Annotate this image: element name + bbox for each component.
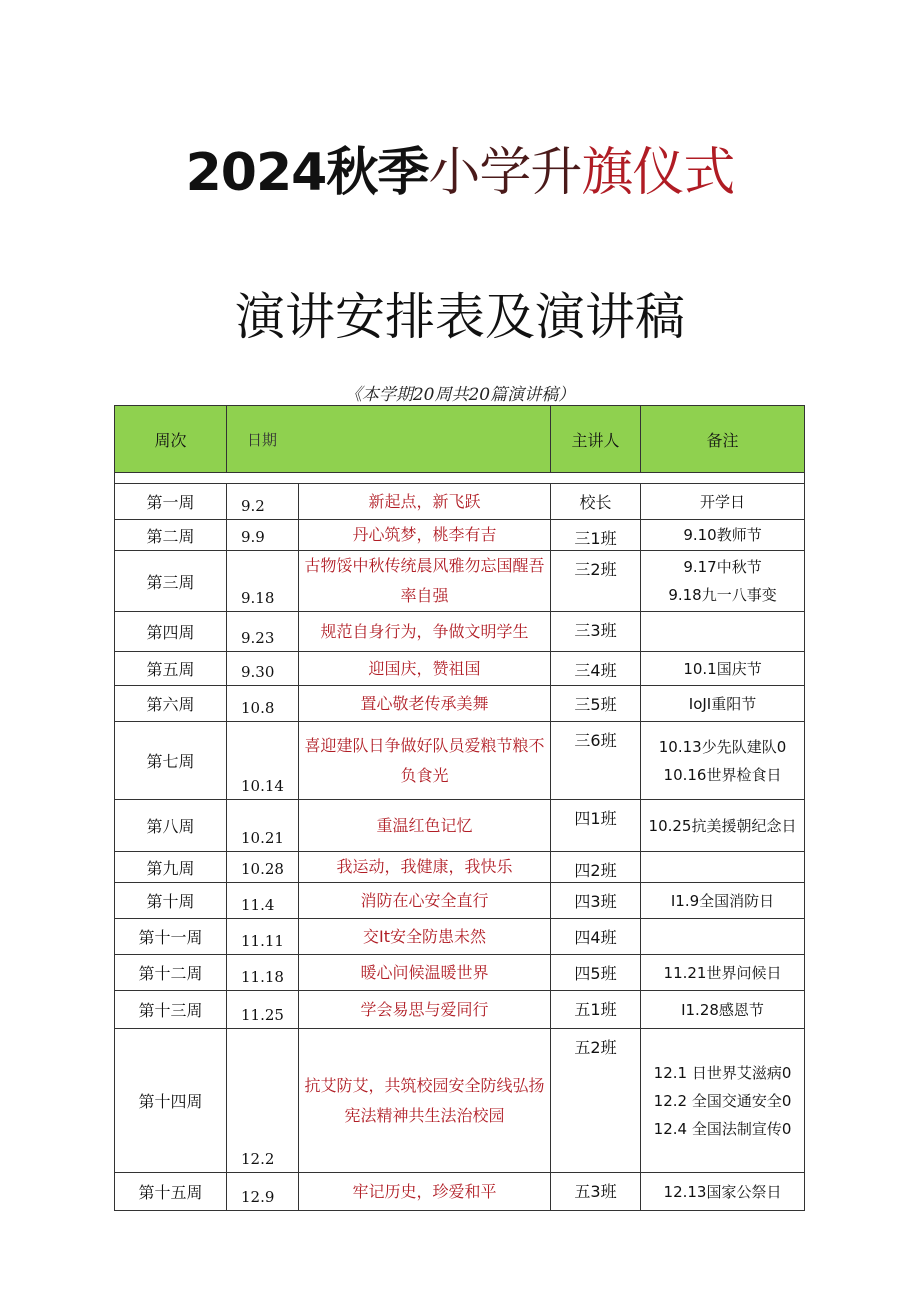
note-line: 12.13国家公祭日 bbox=[663, 1182, 782, 1201]
note-cell bbox=[641, 686, 805, 722]
date-cell: 11.25 bbox=[227, 991, 299, 1029]
week-cell: 第七周 bbox=[115, 722, 227, 800]
header-week: 周次 bbox=[115, 406, 227, 473]
week-cell: 第六周 bbox=[115, 686, 227, 722]
speaker-cell: 三3班 bbox=[551, 612, 641, 652]
week-cell: 第二周 bbox=[115, 520, 227, 551]
header-date: 日期 bbox=[227, 406, 551, 473]
week-cell: 第十三周 bbox=[115, 991, 227, 1029]
note-cell bbox=[641, 551, 805, 612]
speaker-cell: 三2班 bbox=[551, 551, 641, 612]
note-line: 12.4 全国法制宣传0 bbox=[653, 1119, 792, 1138]
date-cell: 9.18 bbox=[227, 551, 299, 612]
note-cell bbox=[641, 800, 805, 852]
table-row bbox=[115, 612, 805, 652]
topic-cell: 丹心筑梦，桃李有吉 bbox=[299, 520, 551, 551]
speaker-cell: 三4班 bbox=[551, 652, 641, 686]
table-row bbox=[115, 722, 805, 800]
note-line: 10.1国庆节 bbox=[683, 659, 762, 678]
note-line: 10.16世界检食日 bbox=[663, 765, 782, 784]
table-header-row bbox=[115, 406, 805, 473]
header-note: 备注 bbox=[641, 406, 805, 473]
note-line: 开学日 bbox=[700, 492, 746, 511]
note-line: 12.1 日世界艾滋病0 bbox=[653, 1063, 792, 1082]
note-cell bbox=[641, 612, 805, 652]
topic-cell: 消防在心安全直行 bbox=[299, 883, 551, 919]
date-cell: 9.30 bbox=[227, 652, 299, 686]
speaker-cell: 四2班 bbox=[551, 852, 641, 883]
note-line: 9.10教师节 bbox=[683, 526, 762, 544]
topic-cell: 规范自身行为，争做文明学生 bbox=[299, 612, 551, 652]
speaker-cell: 四1班 bbox=[551, 800, 641, 852]
speaker-cell: 四4班 bbox=[551, 919, 641, 955]
week-cell: 第四周 bbox=[115, 612, 227, 652]
note-cell bbox=[641, 883, 805, 919]
topic-cell: 抗艾防艾，共筑校园安全防线弘扬宪法精神共生法治校园 bbox=[299, 1029, 551, 1173]
speaker-cell: 三1班 bbox=[551, 520, 641, 551]
note-line: 10.25抗美援朝纪念日 bbox=[648, 816, 797, 835]
speaker-cell: 五3班 bbox=[551, 1173, 641, 1211]
speaker-cell: 五2班 bbox=[551, 1029, 641, 1173]
semester-note: 《本学期20周共20篇演讲稿） bbox=[344, 385, 576, 405]
week-cell: 第十四周 bbox=[115, 1029, 227, 1173]
topic-cell: 置心敬老传承美舞 bbox=[299, 686, 551, 722]
note-cell bbox=[641, 722, 805, 800]
note-cell bbox=[641, 1173, 805, 1211]
topic-cell: 我运动，我健康，我快乐 bbox=[299, 852, 551, 883]
date-cell: 9.2 bbox=[227, 484, 299, 520]
table-row bbox=[115, 1029, 805, 1173]
week-cell: 第八周 bbox=[115, 800, 227, 852]
header-spacer bbox=[115, 473, 805, 484]
date-cell: 10.28 bbox=[227, 852, 299, 883]
date-cell: 12.9 bbox=[227, 1173, 299, 1211]
table-row bbox=[115, 955, 805, 991]
schedule-table bbox=[114, 405, 805, 1211]
speaker-cell: 四5班 bbox=[551, 955, 641, 991]
speaker-cell: 三5班 bbox=[551, 686, 641, 722]
title-part-2: 小学升 bbox=[428, 143, 582, 203]
table-row bbox=[115, 484, 805, 520]
table-row bbox=[115, 852, 805, 883]
note-line: IoJI重阳节 bbox=[688, 694, 757, 713]
speaker-cell: 三6班 bbox=[551, 722, 641, 800]
note-cell bbox=[641, 520, 805, 551]
note-line: I1.28感恩节 bbox=[681, 1000, 764, 1019]
table-row bbox=[115, 520, 805, 551]
speaker-cell: 五1班 bbox=[551, 991, 641, 1029]
topic-cell: 重温红色记忆 bbox=[299, 800, 551, 852]
topic-cell: 喜迎建队日争做好队员爱粮节粮不负食光 bbox=[299, 722, 551, 800]
table-row bbox=[115, 800, 805, 852]
table-row bbox=[115, 1173, 805, 1211]
topic-cell: 暖心问候温暖世界 bbox=[299, 955, 551, 991]
topic-cell: 新起点，新飞跃 bbox=[299, 484, 551, 520]
date-cell: 11.11 bbox=[227, 919, 299, 955]
week-cell: 第三周 bbox=[115, 551, 227, 612]
note-cell bbox=[641, 991, 805, 1029]
week-cell: 第五周 bbox=[115, 652, 227, 686]
note-line: 9.18九一八事变 bbox=[668, 586, 777, 604]
note-line: 9.17中秋节 bbox=[683, 558, 762, 576]
title-part-1: 2024秋季 bbox=[185, 143, 429, 203]
note-cell bbox=[641, 1029, 805, 1173]
note-line: 12.2 全国交通安全0 bbox=[653, 1091, 792, 1110]
week-cell: 第一周 bbox=[115, 484, 227, 520]
title-part-3: 旗仪式 bbox=[581, 143, 735, 203]
header-speaker: 主讲人 bbox=[551, 406, 641, 473]
date-cell: 10.21 bbox=[227, 800, 299, 852]
date-cell: 10.8 bbox=[227, 686, 299, 722]
date-cell: 11.18 bbox=[227, 955, 299, 991]
week-cell: 第十二周 bbox=[115, 955, 227, 991]
topic-cell: 学会易思与爱同行 bbox=[299, 991, 551, 1029]
table-row bbox=[115, 883, 805, 919]
note-cell bbox=[641, 955, 805, 991]
note-cell bbox=[641, 919, 805, 955]
note-line: 10.13少先队建队0 bbox=[658, 737, 787, 756]
table-row bbox=[115, 652, 805, 686]
week-cell: 第十周 bbox=[115, 883, 227, 919]
date-cell: 11.4 bbox=[227, 883, 299, 919]
table-row bbox=[115, 991, 805, 1029]
table-row bbox=[115, 551, 805, 612]
topic-cell: 交It安全防患未然 bbox=[299, 919, 551, 955]
topic-cell: 牢记历史，珍爱和平 bbox=[299, 1173, 551, 1211]
topic-cell: 古物馁中秋传统晨风雅勿忘国醒吾率自强 bbox=[299, 551, 551, 612]
note-cell bbox=[641, 852, 805, 883]
table-row bbox=[115, 919, 805, 955]
week-cell: 第十五周 bbox=[115, 1173, 227, 1211]
document-subtitle-heading: 演讲安排表及演讲稿 bbox=[235, 288, 685, 346]
date-cell: 12.2 bbox=[227, 1029, 299, 1173]
week-cell: 第九周 bbox=[115, 852, 227, 883]
topic-cell: 迎国庆，赞祖国 bbox=[299, 652, 551, 686]
date-cell: 10.14 bbox=[227, 722, 299, 800]
table-row bbox=[115, 686, 805, 722]
week-cell: 第十一周 bbox=[115, 919, 227, 955]
speaker-cell: 校长 bbox=[551, 484, 641, 520]
document-title bbox=[0, 138, 920, 208]
speaker-cell: 四3班 bbox=[551, 883, 641, 919]
note-line: 11.21世界问候日 bbox=[663, 963, 782, 982]
note-cell bbox=[641, 484, 805, 520]
date-cell: 9.23 bbox=[227, 612, 299, 652]
note-cell bbox=[641, 652, 805, 686]
note-line: I1.9全国消防日 bbox=[670, 891, 775, 910]
date-cell: 9.9 bbox=[227, 520, 299, 551]
